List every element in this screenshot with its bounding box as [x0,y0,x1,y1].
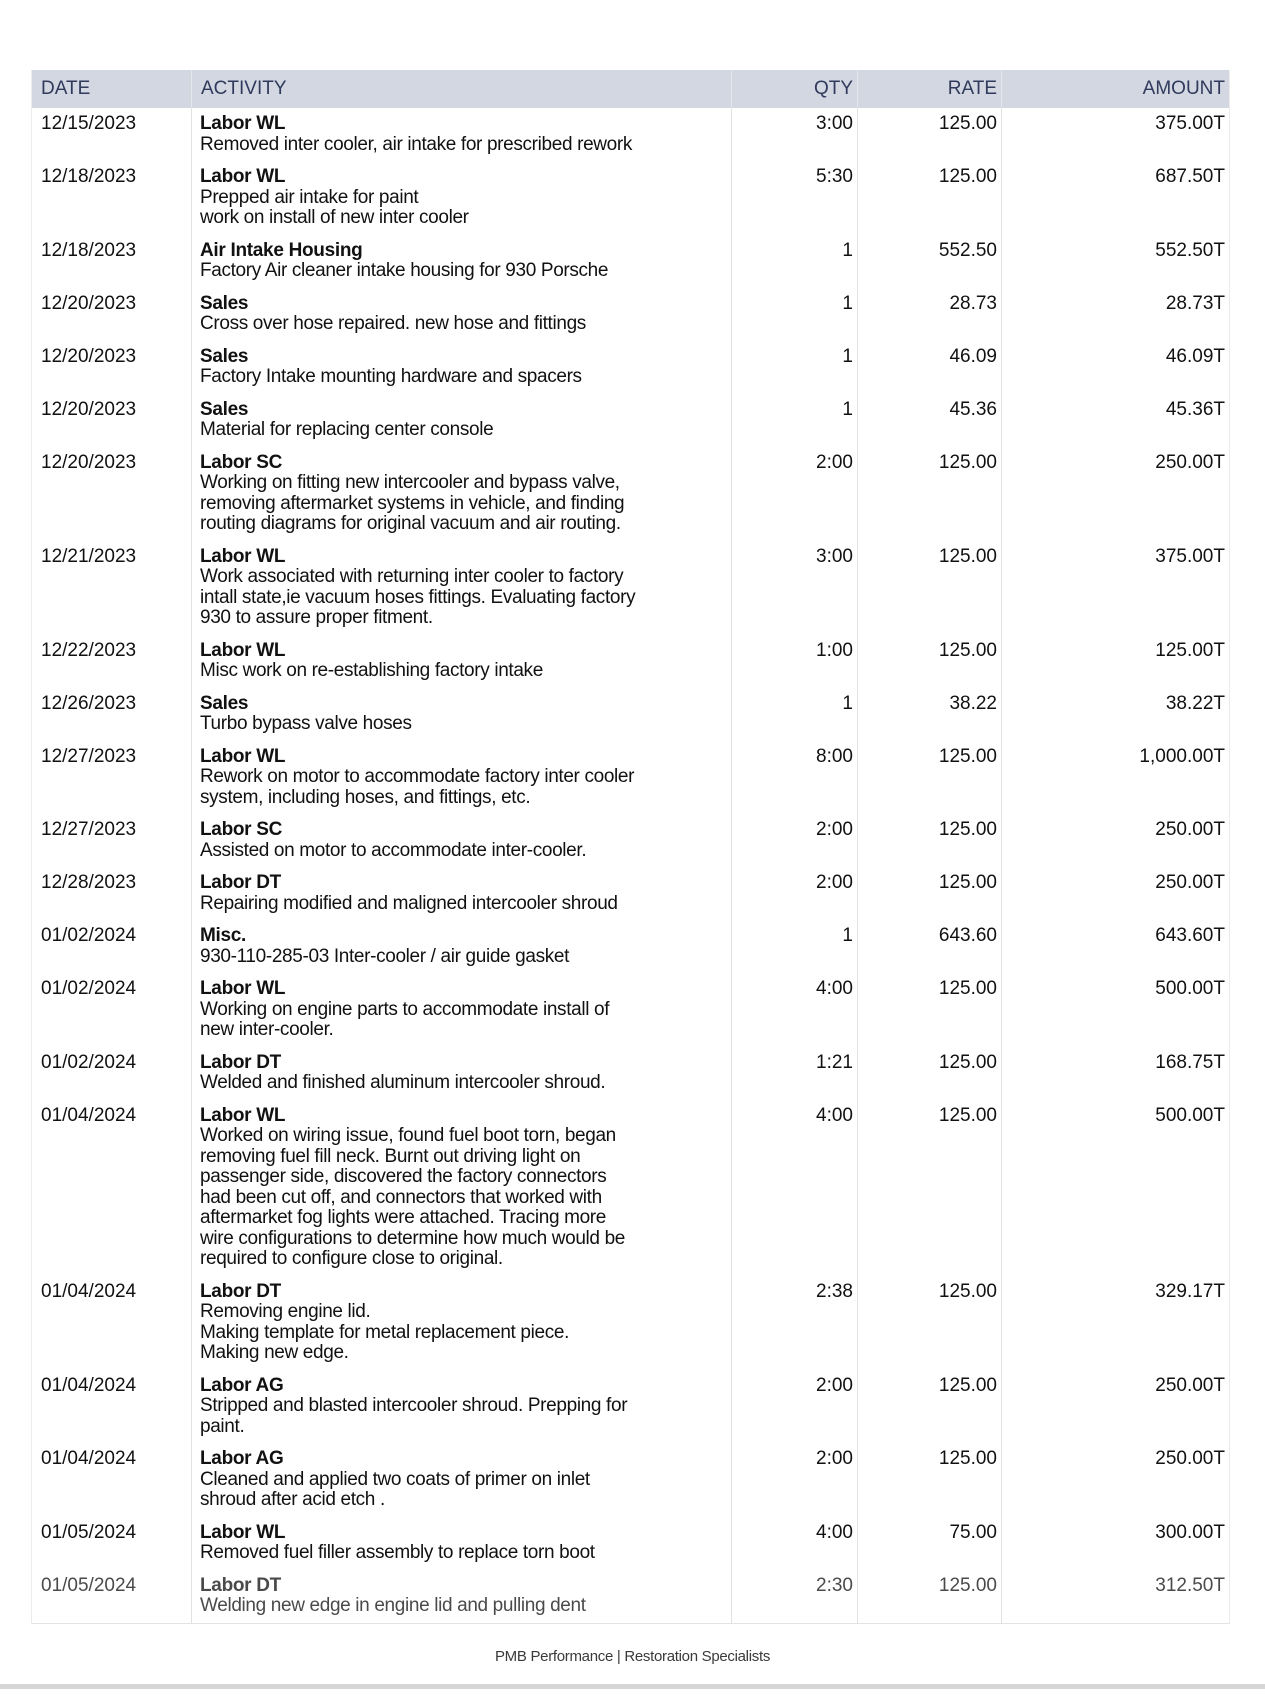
row-activity-title: Labor WL [200,545,286,567]
row-activity-title: Labor WL [200,1521,286,1543]
row-activity-description: Turbo bypass valve hoses [200,713,412,734]
row-activity-description: Misc work on re-establishing factory intake [200,660,543,681]
table-row [32,235,1230,288]
column-header-rate: RATE [858,70,1002,108]
row-activity-title: Labor WL [200,113,286,134]
row-date: 01/02/2024 [41,978,137,999]
table-row [32,1100,1230,1276]
row-activity [192,867,732,920]
row-activity-title: Sales [200,292,249,314]
table-row [32,1517,1230,1570]
row-amount: 38.22T [1002,688,1230,741]
row-rate: 125.00 [858,814,1002,867]
page-bottom-divider [0,1684,1265,1689]
row-activity-description: Work associated with returning inter cooler to factory intall state,ie vacuum hoses fittings. Evaluating factory 930 to assure proper fitment. [200,566,636,628]
row-qty: 2:00 [732,814,858,867]
row-date: 12/20/2023 [41,292,137,314]
row-amount: 28.73T [1002,288,1230,341]
row-activity [192,1100,732,1276]
row-rate: 125.00 [858,1443,1002,1517]
row-qty: 8:00 [732,741,858,815]
row-date: 01/04/2024 [41,1104,137,1126]
row-activity [192,1443,732,1517]
row-rate: 125.00 [858,973,1002,1047]
row-qty: 1 [732,288,858,341]
row-activity-title: Sales [200,345,249,367]
row-activity-description: Removing engine lid. Making template for metal replacement piece. Making new edge. [200,1301,570,1363]
row-activity-title: Sales [200,398,249,420]
row-rate: 643.60 [858,920,1002,973]
row-activity-title: Labor DT [200,1574,281,1596]
row-rate: 125.00 [858,161,1002,235]
row-date: 12/21/2023 [41,545,137,567]
row-activity-title: Misc. [200,925,247,946]
table-row [32,814,1230,867]
table-row [32,394,1230,447]
table-row [32,1443,1230,1517]
row-activity-title: Labor WL [200,745,286,767]
row-amount: 312.50T [1002,1570,1230,1624]
row-activity-description: Repairing modified and maligned intercooler shroud [200,892,618,914]
row-date: 12/20/2023 [41,451,137,473]
row-activity-description: Welding new edge in engine lid and pulling dent [200,1595,586,1616]
row-qty: 1 [732,394,858,447]
row-rate: 125.00 [858,541,1002,635]
row-activity-title: Labor WL [200,1104,286,1126]
row-rate: 125.00 [858,1276,1002,1370]
row-date: 12/15/2023 [41,113,137,134]
row-amount: 500.00T [1002,973,1230,1047]
row-activity-description: Working on fitting new intercooler and bypass valve, removing aftermarket systems in vehicle, and finding routing diagrams for original vacuum and air routing. [200,472,625,534]
table-row [32,688,1230,741]
row-activity [192,341,732,394]
row-activity-description: Cleaned and applied two coats of primer on inlet shroud after acid etch . [200,1468,590,1510]
row-qty: 2:30 [732,1570,858,1624]
row-rate: 125.00 [858,741,1002,815]
row-activity-description: Factory Air cleaner intake housing for 930 Porsche [200,260,609,281]
row-activity [192,1047,732,1100]
row-amount: 168.75T [1002,1047,1230,1100]
row-amount: 552.50T [1002,235,1230,288]
row-activity [192,688,732,741]
row-amount: 500.00T [1002,1100,1230,1276]
row-activity [192,1276,732,1370]
row-activity-title: Labor WL [200,978,286,999]
row-activity-title: Sales [200,692,249,714]
row-activity [192,541,732,635]
row-date: 01/04/2024 [41,1280,137,1302]
table-row [32,741,1230,815]
row-amount: 250.00T [1002,1443,1230,1517]
row-activity-description: Assisted on motor to accommodate inter-cooler. [200,839,587,861]
row-rate: 125.00 [858,635,1002,688]
row-qty: 2:00 [732,1443,858,1517]
row-activity [192,394,732,447]
row-qty: 4:00 [732,973,858,1047]
row-qty: 4:00 [732,1517,858,1570]
invoice-sheet [31,70,1229,1624]
row-activity [192,161,732,235]
row-date: 01/02/2024 [41,925,137,946]
row-qty: 2:38 [732,1276,858,1370]
row-date: 12/20/2023 [41,398,137,420]
row-activity [192,814,732,867]
row-rate: 125.00 [858,1100,1002,1276]
row-amount: 300.00T [1002,1517,1230,1570]
row-date: 12/27/2023 [41,819,137,840]
row-date: 12/20/2023 [41,345,137,367]
row-activity-title: Labor SC [200,451,283,473]
column-header-date: DATE [32,70,192,108]
row-rate: 125.00 [858,867,1002,920]
row-amount: 375.00T [1002,541,1230,635]
row-rate: 38.22 [858,688,1002,741]
row-activity-description: Removed fuel filler assembly to replace torn boot [200,1542,595,1563]
row-activity [192,1570,732,1624]
row-activity-description: Welded and finished aluminum intercooler shroud. [200,1072,606,1093]
row-qty: 1 [732,235,858,288]
row-amount: 45.36T [1002,394,1230,447]
row-rate: 125.00 [858,1570,1002,1624]
table-row [32,635,1230,688]
row-activity-title: Labor AG [200,1448,284,1469]
row-amount: 250.00T [1002,814,1230,867]
row-activity-title: Air Intake Housing [200,239,363,261]
row-qty: 5:30 [732,161,858,235]
row-date: 12/18/2023 [41,239,137,261]
table-row [32,288,1230,341]
row-date: 01/02/2024 [41,1051,137,1073]
row-activity [192,447,732,541]
row-qty: 1:21 [732,1047,858,1100]
row-activity-description: Stripped and blasted intercooler shroud. Prepping for paint. [200,1395,628,1437]
row-qty: 3:00 [732,108,858,161]
row-amount: 329.17T [1002,1276,1230,1370]
table-row [32,1570,1230,1624]
row-activity-description: Removed inter cooler, air intake for prescribed rework [200,133,633,155]
row-qty: 1 [732,341,858,394]
row-qty: 2:00 [732,1370,858,1444]
table-row [32,161,1230,235]
row-date: 12/27/2023 [41,745,137,767]
row-rate: 125.00 [858,1370,1002,1444]
row-qty: 2:00 [732,867,858,920]
row-amount: 687.50T [1002,161,1230,235]
footer-company-tagline: PMB Performance | Restoration Specialists [494,1648,771,1665]
row-amount: 250.00T [1002,447,1230,541]
table-row [32,541,1230,635]
row-activity-title: Labor DT [200,1051,281,1073]
table-header [32,70,1230,108]
row-activity-description: 930-110-285-03 Inter-cooler / air guide gasket [200,945,570,967]
table-row [32,867,1230,920]
row-activity-description: Material for replacing center console [200,419,494,440]
table-body [32,108,1230,1623]
table-row [32,920,1230,973]
row-date: 01/04/2024 [41,1374,137,1396]
column-header-amount: AMOUNT [1002,70,1230,108]
row-date: 12/22/2023 [41,639,137,661]
row-activity [192,108,732,161]
row-amount: 125.00T [1002,635,1230,688]
row-qty: 2:00 [732,447,858,541]
row-date: 01/04/2024 [41,1448,137,1469]
row-activity [192,741,732,815]
table-row [32,341,1230,394]
row-rate: 125.00 [858,1047,1002,1100]
row-activity [192,635,732,688]
table-row [32,108,1230,161]
row-rate: 552.50 [858,235,1002,288]
row-activity [192,235,732,288]
row-qty: 1 [732,920,858,973]
row-activity-title: Labor DT [200,1280,281,1302]
header-row [32,70,1230,108]
row-amount: 250.00T [1002,1370,1230,1444]
table-row [32,1370,1230,1444]
row-activity-title: Labor DT [200,872,281,893]
row-rate: 75.00 [858,1517,1002,1570]
row-qty: 1:00 [732,635,858,688]
row-activity-description: Worked on wiring issue, found fuel boot torn, began removing fuel fill neck. Burnt out driving light on passenger side, discovered the factory connectors had been cut off, and connectors that worked with aftermarket fog lights were attached. Tracing more wire configurations to determine how much would be required to configure close to original. [200,1125,626,1269]
row-activity [192,1370,732,1444]
row-amount: 1,000.00T [1002,741,1230,815]
row-date: 12/18/2023 [41,166,137,187]
row-rate: 125.00 [858,108,1002,161]
column-header-activity: ACTIVITY [192,70,732,108]
row-activity-title: Labor SC [200,819,283,840]
row-amount: 250.00T [1002,867,1230,920]
row-activity [192,920,732,973]
row-activity-description: Factory Intake mounting hardware and spacers [200,366,582,387]
row-amount: 46.09T [1002,341,1230,394]
row-amount: 643.60T [1002,920,1230,973]
row-qty: 1 [732,688,858,741]
column-header-qty: QTY [732,70,858,108]
row-qty: 3:00 [732,541,858,635]
row-date: 01/05/2024 [41,1521,137,1543]
row-activity [192,288,732,341]
row-activity [192,973,732,1047]
row-activity-title: Labor WL [200,166,286,187]
row-rate: 28.73 [858,288,1002,341]
table-row [32,973,1230,1047]
row-activity [192,1517,732,1570]
row-date: 12/26/2023 [41,692,137,714]
table-row [32,1047,1230,1100]
table-row [32,1276,1230,1370]
row-rate: 45.36 [858,394,1002,447]
row-activity-title: Labor WL [200,639,286,661]
row-rate: 125.00 [858,447,1002,541]
row-amount: 375.00T [1002,108,1230,161]
invoice-line-items-table [31,70,1230,1624]
row-activity-description: Prepped air intake for paint work on install of new inter cooler [200,186,469,228]
row-activity-description: Cross over hose repaired. new hose and fittings [200,313,586,334]
row-activity-description: Rework on motor to accommodate factory inter cooler system, including hoses, and fittings, etc. [200,766,635,808]
row-date: 01/05/2024 [41,1574,137,1596]
row-activity-description: Working on engine parts to accommodate install of new inter-cooler. [200,998,610,1040]
row-date: 12/28/2023 [41,872,137,893]
row-rate: 46.09 [858,341,1002,394]
table-row [32,447,1230,541]
row-qty: 4:00 [732,1100,858,1276]
row-activity-title: Labor AG [200,1374,284,1396]
